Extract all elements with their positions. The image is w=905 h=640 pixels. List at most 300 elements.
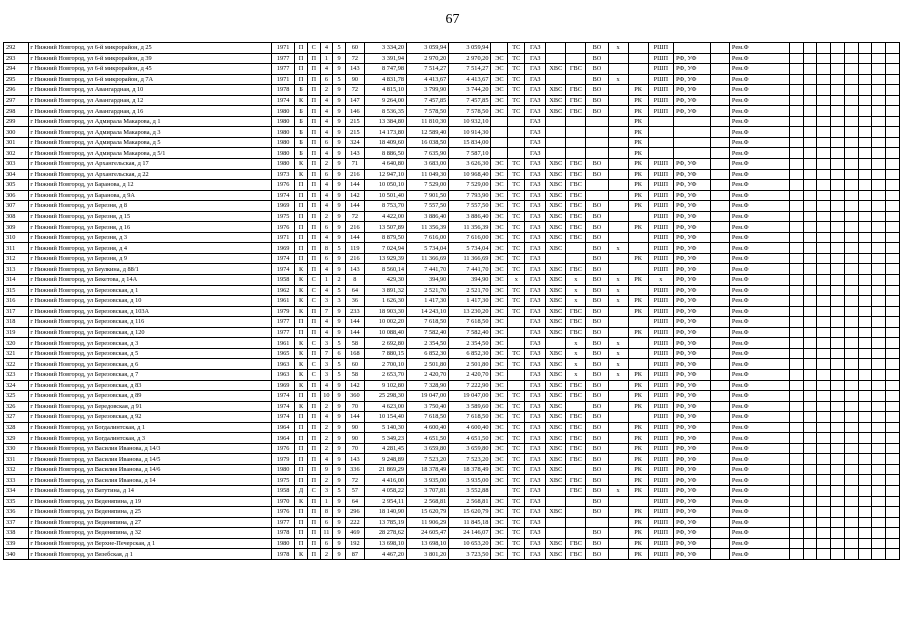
table-cell: 4 623,00 xyxy=(364,401,406,412)
table-cell: ЭС xyxy=(491,359,508,370)
table-cell: 2 653,70 xyxy=(364,369,406,380)
empty-cell xyxy=(872,464,886,475)
table-cell: 5 734,04 xyxy=(407,243,449,254)
table-cell: С xyxy=(307,296,320,307)
table-cell: Рем.Ф xyxy=(729,369,789,380)
empty-cell xyxy=(844,43,858,54)
table-cell: П xyxy=(295,464,308,475)
table-cell: П xyxy=(307,443,320,454)
table-cell: ЭС xyxy=(491,443,508,454)
empty-cell xyxy=(872,306,886,317)
table-cell: х xyxy=(608,275,628,286)
table-cell xyxy=(648,127,673,138)
empty-cell xyxy=(790,264,804,275)
table-cell: 3 801,20 xyxy=(407,549,449,560)
table-cell: ТС xyxy=(508,64,525,75)
empty-cell xyxy=(790,53,804,64)
table-cell: П xyxy=(295,64,308,75)
table-cell: П xyxy=(307,53,320,64)
address-cell: г Нижний Новгород, ул Верхне-Печерская, д 1 xyxy=(29,538,272,549)
table-cell: ГВС xyxy=(566,211,586,222)
table-cell: П xyxy=(295,190,308,201)
empty-cell xyxy=(803,222,817,233)
address-cell: г Нижний Новгород, ул Веденяпина, д 25 xyxy=(29,507,272,518)
table-cell: ТС xyxy=(508,359,525,370)
empty-cell xyxy=(858,137,872,148)
table-cell: ВО xyxy=(586,380,608,391)
table-cell: 15 620,79 xyxy=(449,507,491,518)
table-row xyxy=(4,306,900,317)
table-cell: П xyxy=(307,127,320,138)
empty-cell xyxy=(872,549,886,560)
table-cell: х xyxy=(608,338,628,349)
table-cell: 9 xyxy=(333,253,346,264)
empty-cell xyxy=(858,222,872,233)
table-cell: РК xyxy=(628,485,648,496)
table-cell: П xyxy=(295,327,308,338)
table-cell xyxy=(710,422,729,433)
table-cell: РШП xyxy=(648,538,673,549)
table-cell: 9 xyxy=(333,169,346,180)
empty-cell xyxy=(817,116,831,127)
table-cell: 1964 xyxy=(272,433,295,444)
table-cell xyxy=(508,380,525,391)
table-cell: Б xyxy=(295,106,308,117)
empty-cell xyxy=(817,137,831,148)
table-cell: ГАЗ xyxy=(525,232,546,243)
empty-cell xyxy=(886,538,900,549)
table-cell: ЭС xyxy=(491,306,508,317)
table-row xyxy=(4,64,900,75)
empty-cell xyxy=(858,306,872,317)
empty-cell xyxy=(831,116,845,127)
table-cell xyxy=(710,338,729,349)
table-cell xyxy=(710,528,729,539)
table-cell: Б xyxy=(295,148,308,159)
empty-cell xyxy=(790,201,804,212)
empty-cell xyxy=(844,85,858,96)
table-cell: РШП xyxy=(648,369,673,380)
table-cell: 7 635,90 xyxy=(407,148,449,159)
empty-cell xyxy=(817,380,831,391)
table-cell: ГАЗ xyxy=(525,496,546,507)
table-cell: 1970 xyxy=(272,496,295,507)
table-cell: 168 xyxy=(345,348,364,359)
empty-cell xyxy=(790,211,804,222)
empty-cell xyxy=(803,549,817,560)
table-cell: 71 xyxy=(345,159,364,170)
table-cell: ГВС xyxy=(566,180,586,191)
address-cell: г Нижний Новгород, ул Веденяпина, д 27 xyxy=(29,517,272,528)
table-cell: ВО xyxy=(586,222,608,233)
table-cell: П xyxy=(307,159,320,170)
table-cell: 2 xyxy=(320,422,333,433)
table-cell: 9 xyxy=(333,127,346,138)
table-cell: 7 441,70 xyxy=(407,264,449,275)
table-cell: П xyxy=(307,232,320,243)
table-cell: 4 xyxy=(320,190,333,201)
table-cell: ХВС xyxy=(546,169,566,180)
table-cell: П xyxy=(295,422,308,433)
table-cell: 9 xyxy=(333,201,346,212)
row-number-cell: 339 xyxy=(4,538,29,549)
table-cell: Рем.Ф xyxy=(729,380,789,391)
empty-cell xyxy=(790,359,804,370)
empty-cell xyxy=(872,507,886,518)
table-cell: ТС xyxy=(508,169,525,180)
table-cell: 3 683,00 xyxy=(407,159,449,170)
table-cell: РШП xyxy=(648,485,673,496)
empty-cell xyxy=(858,338,872,349)
table-cell xyxy=(710,454,729,465)
table-cell: РШП xyxy=(648,391,673,402)
empty-cell xyxy=(831,159,845,170)
table-cell: РФ, УФ xyxy=(673,412,710,423)
table-cell: 1977 xyxy=(272,53,295,64)
table-cell: 24 146,07 xyxy=(449,528,491,539)
table-cell: 10 968,40 xyxy=(449,169,491,180)
table-cell: ХВС xyxy=(546,348,566,359)
empty-cell xyxy=(831,180,845,191)
table-row xyxy=(4,549,900,560)
table-cell: ТС xyxy=(508,433,525,444)
empty-cell xyxy=(831,201,845,212)
table-cell: 3 659,80 xyxy=(407,443,449,454)
table-cell: 1976 xyxy=(272,180,295,191)
table-cell: ГВС xyxy=(566,454,586,465)
table-cell: ЭС xyxy=(491,190,508,201)
table-cell xyxy=(710,43,729,54)
table-cell: ТС xyxy=(508,190,525,201)
empty-cell xyxy=(831,359,845,370)
table-cell: 7 328,90 xyxy=(407,380,449,391)
empty-cell xyxy=(817,348,831,359)
row-number-cell: 292 xyxy=(4,43,29,54)
empty-cell xyxy=(803,380,817,391)
empty-cell xyxy=(844,496,858,507)
table-cell xyxy=(608,475,628,486)
table-cell: ХВС xyxy=(546,106,566,117)
table-cell: ВО xyxy=(586,106,608,117)
table-cell: РШП xyxy=(648,517,673,528)
empty-cell xyxy=(858,127,872,138)
table-row xyxy=(4,412,900,423)
table-cell: 18 903,30 xyxy=(364,306,406,317)
table-cell: 10 653,20 xyxy=(449,538,491,549)
table-cell: 4 831,78 xyxy=(364,74,406,85)
table-cell xyxy=(710,306,729,317)
address-cell: г Нижний Новгород, ул Березовская, д 3 xyxy=(29,338,272,349)
table-cell: 7 582,40 xyxy=(407,327,449,338)
table-cell: К xyxy=(295,285,308,296)
empty-cell xyxy=(872,180,886,191)
empty-cell xyxy=(803,317,817,328)
table-cell: 12 589,40 xyxy=(407,127,449,138)
table-cell: РФ, УФ xyxy=(673,338,710,349)
empty-cell xyxy=(872,327,886,338)
table-cell: 1 417,30 xyxy=(449,296,491,307)
table-cell: К xyxy=(295,338,308,349)
table-cell xyxy=(566,127,586,138)
table-cell: С xyxy=(307,338,320,349)
table-cell: х xyxy=(508,275,525,286)
empty-cell xyxy=(803,169,817,180)
empty-cell xyxy=(858,412,872,423)
table-cell: РШП xyxy=(648,528,673,539)
row-number-cell: 297 xyxy=(4,95,29,106)
table-cell: 72 xyxy=(345,475,364,486)
table-cell: 6 xyxy=(320,169,333,180)
table-cell: ЭС xyxy=(491,74,508,85)
empty-cell xyxy=(817,169,831,180)
table-cell xyxy=(628,232,648,243)
empty-cell xyxy=(872,401,886,412)
table-cell: х xyxy=(608,485,628,496)
empty-cell xyxy=(803,517,817,528)
table-cell: РШП xyxy=(648,380,673,391)
table-cell xyxy=(566,43,586,54)
table-cell xyxy=(608,180,628,191)
empty-cell xyxy=(886,74,900,85)
table-row xyxy=(4,528,900,539)
table-cell: ГАЗ xyxy=(525,243,546,254)
table-cell: 1980 xyxy=(272,106,295,117)
row-number-cell: 315 xyxy=(4,285,29,296)
table-cell: 11 356,39 xyxy=(449,222,491,233)
table-cell: 144 xyxy=(345,180,364,191)
table-cell: П xyxy=(307,433,320,444)
row-number-cell: 302 xyxy=(4,148,29,159)
table-cell: 57 xyxy=(345,485,364,496)
empty-cell xyxy=(872,43,886,54)
table-cell: 7 514,27 xyxy=(407,64,449,75)
empty-cell xyxy=(844,401,858,412)
table-row xyxy=(4,401,900,412)
empty-cell xyxy=(831,317,845,328)
table-cell: П xyxy=(307,380,320,391)
table-cell: 13 785,19 xyxy=(364,517,406,528)
table-cell: Рем.Ф xyxy=(729,317,789,328)
page-number: 67 xyxy=(445,12,460,27)
empty-cell xyxy=(886,264,900,275)
table-cell: ЭС xyxy=(491,454,508,465)
empty-cell xyxy=(858,433,872,444)
table-cell: 192 xyxy=(345,538,364,549)
table-cell xyxy=(628,359,648,370)
row-number-cell: 329 xyxy=(4,433,29,444)
table-cell: 10 xyxy=(320,391,333,402)
table-cell: 5 xyxy=(333,285,346,296)
table-cell: П xyxy=(295,517,308,528)
table-row xyxy=(4,243,900,254)
table-cell: 1980 xyxy=(272,137,295,148)
table-row xyxy=(4,253,900,264)
table-cell: ГАЗ xyxy=(525,180,546,191)
table-cell: ГВС xyxy=(566,433,586,444)
table-cell: ТС xyxy=(508,538,525,549)
table-cell: ХВС xyxy=(546,475,566,486)
table-cell: РК xyxy=(628,507,648,518)
table-cell: Рем.Ф xyxy=(729,306,789,317)
table-cell xyxy=(673,127,710,138)
table-cell: 1978 xyxy=(272,85,295,96)
empty-cell xyxy=(844,317,858,328)
table-cell: П xyxy=(307,116,320,127)
table-cell: 1974 xyxy=(272,412,295,423)
row-number-cell: 298 xyxy=(4,106,29,117)
table-cell: ВО xyxy=(586,454,608,465)
table-cell: РШП xyxy=(648,180,673,191)
table-cell: Рем.Ф xyxy=(729,64,789,75)
empty-cell xyxy=(872,538,886,549)
table-cell: РК xyxy=(628,95,648,106)
table-cell: 9 xyxy=(333,64,346,75)
table-cell: 1965 xyxy=(272,348,295,359)
table-cell: ТС xyxy=(508,507,525,518)
table-cell: 9 xyxy=(333,159,346,170)
table-cell: 8 879,50 xyxy=(364,232,406,243)
table-cell: РФ, УФ xyxy=(673,454,710,465)
empty-cell xyxy=(831,127,845,138)
table-cell: РФ, УФ xyxy=(673,327,710,338)
table-cell: х xyxy=(648,275,673,286)
table-cell xyxy=(673,137,710,148)
table-cell: РШП xyxy=(648,359,673,370)
table-cell: ГАЗ xyxy=(525,137,546,148)
table-cell xyxy=(628,338,648,349)
table-cell: ЭС xyxy=(491,180,508,191)
table-cell: 2 xyxy=(320,549,333,560)
table-cell: ТС xyxy=(508,53,525,64)
table-cell: ТС xyxy=(508,159,525,170)
empty-cell xyxy=(886,169,900,180)
empty-cell xyxy=(831,412,845,423)
table-cell: РК xyxy=(628,127,648,138)
table-cell: Рем.Ф xyxy=(729,327,789,338)
empty-cell xyxy=(790,159,804,170)
empty-cell xyxy=(790,296,804,307)
table-cell: РК xyxy=(628,538,648,549)
table-cell: Рем.Ф xyxy=(729,211,789,222)
table-cell: 1969 xyxy=(272,380,295,391)
empty-cell xyxy=(858,201,872,212)
table-cell: 24 605,47 xyxy=(407,528,449,539)
table-cell: 3 750,40 xyxy=(407,401,449,412)
empty-cell xyxy=(872,74,886,85)
table-cell: Рем.Ф xyxy=(729,359,789,370)
table-cell: ТС xyxy=(508,74,525,85)
table-cell: РФ, УФ xyxy=(673,464,710,475)
empty-cell xyxy=(844,201,858,212)
table-cell: ГВС xyxy=(566,85,586,96)
table-cell: Рем.Ф xyxy=(729,43,789,54)
table-cell: РК xyxy=(628,106,648,117)
table-cell xyxy=(566,496,586,507)
row-number-cell: 327 xyxy=(4,412,29,423)
table-cell xyxy=(608,201,628,212)
table-cell: ГАЗ xyxy=(525,401,546,412)
table-cell xyxy=(710,264,729,275)
table-cell: ВО xyxy=(586,475,608,486)
table-cell: 4 xyxy=(320,232,333,243)
table-cell: ГВС xyxy=(566,306,586,317)
table-row xyxy=(4,127,900,138)
table-cell: 142 xyxy=(345,190,364,201)
table-cell: ХВС xyxy=(546,264,566,275)
table-cell: 5 xyxy=(333,338,346,349)
empty-cell xyxy=(817,422,831,433)
table-cell: П xyxy=(307,190,320,201)
table-cell: Рем.Ф xyxy=(729,253,789,264)
table-cell: 28 278,62 xyxy=(364,528,406,539)
table-cell: ВО xyxy=(586,159,608,170)
table-cell: РФ, УФ xyxy=(673,201,710,212)
empty-cell xyxy=(844,264,858,275)
table-cell: ВО xyxy=(586,401,608,412)
table-cell: ТС xyxy=(508,422,525,433)
table-cell: РК xyxy=(628,253,648,264)
table-cell: 19 047,00 xyxy=(449,391,491,402)
table-cell: 9 xyxy=(333,190,346,201)
table-cell: Рем.Ф xyxy=(729,137,789,148)
empty-cell xyxy=(817,159,831,170)
table-cell: 10 501,40 xyxy=(364,190,406,201)
table-cell: П xyxy=(307,528,320,539)
address-cell: г Нижний Новгород, ул 6-й микрорайон, д 7А xyxy=(29,74,272,85)
table-cell: 1962 xyxy=(272,285,295,296)
row-number-cell: 293 xyxy=(4,53,29,64)
empty-cell xyxy=(844,528,858,539)
empty-cell xyxy=(872,159,886,170)
table-row xyxy=(4,475,900,486)
table-cell: ХВС xyxy=(546,454,566,465)
table-cell: РК xyxy=(628,422,648,433)
table-cell: 7 616,00 xyxy=(449,232,491,243)
table-cell: Рем.Ф xyxy=(729,243,789,254)
empty-cell xyxy=(803,64,817,75)
address-cell: г Нижний Новгород, ул Бередовская, д 91 xyxy=(29,401,272,412)
empty-cell xyxy=(831,306,845,317)
table-cell: ГВС xyxy=(566,64,586,75)
table-cell xyxy=(586,127,608,138)
table-cell: 7 618,50 xyxy=(407,317,449,328)
table-cell: П xyxy=(307,211,320,222)
table-cell: 7 616,00 xyxy=(407,232,449,243)
table-row xyxy=(4,95,900,106)
row-number-cell: 305 xyxy=(4,180,29,191)
table-cell: ВО xyxy=(586,549,608,560)
table-cell: ГАЗ xyxy=(525,538,546,549)
empty-cell xyxy=(872,64,886,75)
table-cell: 7 578,50 xyxy=(449,106,491,117)
table-cell: 9 xyxy=(333,538,346,549)
empty-cell xyxy=(858,296,872,307)
table-cell: ХВС xyxy=(546,180,566,191)
table-cell xyxy=(710,201,729,212)
table-cell: ХВС xyxy=(546,507,566,518)
empty-cell xyxy=(886,296,900,307)
table-cell: Рем.Ф xyxy=(729,127,789,138)
table-cell: П xyxy=(307,348,320,359)
address-cell: г Нижний Новгород, ул Василия Иванова, д 14/3 xyxy=(29,443,272,454)
empty-cell xyxy=(817,317,831,328)
table-cell: ГАЗ xyxy=(525,275,546,286)
empty-cell xyxy=(817,369,831,380)
table-cell: х xyxy=(608,296,628,307)
table-cell: 6 xyxy=(320,253,333,264)
address-cell: г Нижний Новгород, ул Березня, д 15 xyxy=(29,211,272,222)
empty-cell xyxy=(858,380,872,391)
